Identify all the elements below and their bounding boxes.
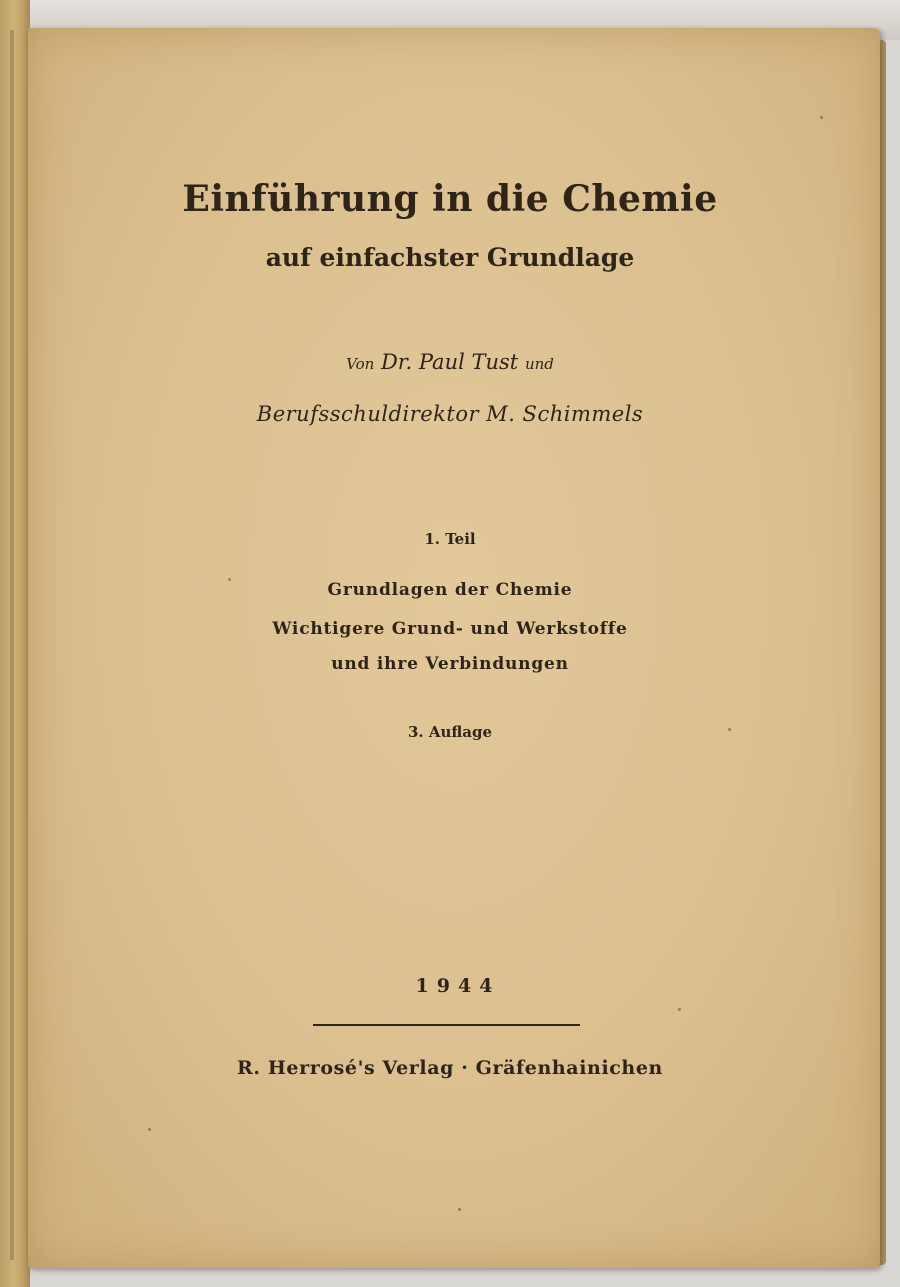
divider-rule	[313, 1024, 580, 1026]
book-title: Einführung in die Chemie	[182, 178, 718, 220]
author-line-1	[0, 350, 900, 374]
und-label: und	[524, 355, 554, 373]
paper-speck	[820, 116, 823, 119]
publisher-line: R. Herrosé's Verlag · Gräfenhainichen	[237, 1057, 663, 1079]
book-subtitle: auf einfachster Grundlage	[265, 243, 635, 272]
author-1: Dr. Paul Tust	[380, 350, 519, 374]
paper-speck	[148, 1128, 151, 1131]
part-label: 1. Teil	[424, 530, 476, 548]
publication-year: 1944	[415, 975, 501, 997]
part-description-line: Grundlagen der Chemie	[327, 580, 573, 600]
von-label: Von	[346, 355, 375, 373]
paper-speck	[678, 1008, 681, 1011]
author-2: Berufsschuldirektor M. Schimmels	[256, 402, 644, 426]
part-description-line: Wichtigere Grund- und Werkstoffe	[272, 619, 628, 639]
part-description-line: und ihre Verbindungen	[331, 654, 569, 674]
paper-speck	[458, 1208, 461, 1211]
edition-label: 3. Auflage	[407, 723, 493, 741]
